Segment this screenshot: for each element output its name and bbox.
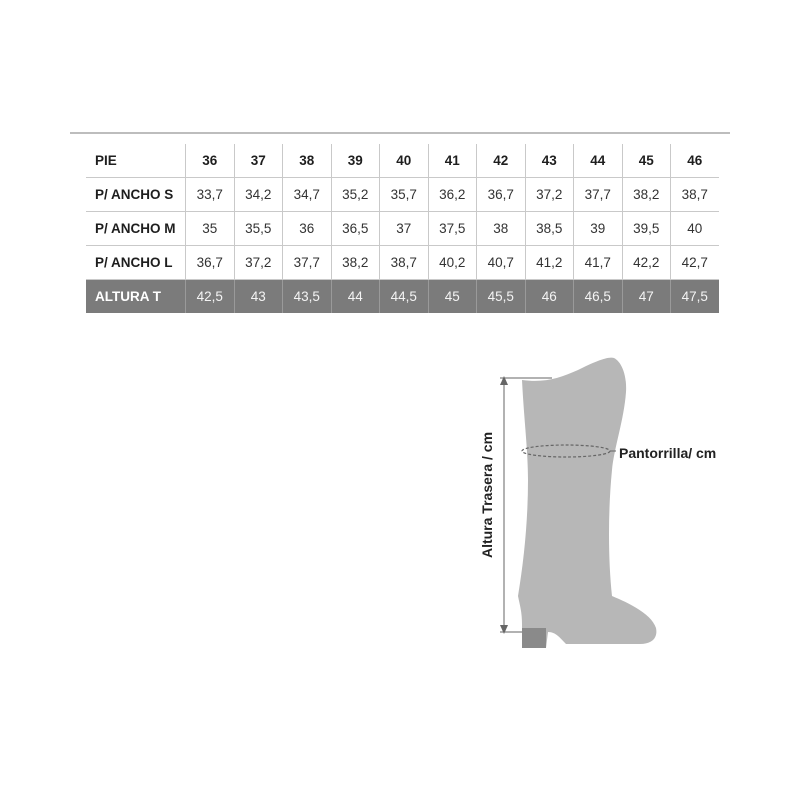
- table-header-row-cell: 46: [671, 144, 719, 178]
- table-row-cell: 37,2: [525, 178, 574, 212]
- height-label: Altura Trasera / cm: [479, 431, 495, 559]
- table-row-label: P/ ANCHO L: [86, 246, 186, 280]
- table-header-row-cell: 41: [428, 144, 477, 178]
- table-row-cell: 40: [671, 212, 719, 246]
- table-header-row-label: PIE: [86, 144, 186, 178]
- table-row-cell: 34,2: [234, 178, 283, 212]
- table-header-row-cell: 43: [525, 144, 574, 178]
- table-row-cell: 41,2: [525, 246, 574, 280]
- table-altura-row-label: ALTURA T: [86, 280, 186, 314]
- table-altura-row-cell: 46,5: [574, 280, 623, 314]
- table-header-row-cell: 39: [331, 144, 380, 178]
- table-row-cell: 40,7: [477, 246, 526, 280]
- table-row-cell: 35,7: [380, 178, 429, 212]
- table-row-cell: 38,5: [525, 212, 574, 246]
- table-header-row-cell: 36: [186, 144, 235, 178]
- table-altura-row-cell: 43: [234, 280, 283, 314]
- table-header-row-cell: 37: [234, 144, 283, 178]
- table-row-cell: 36,7: [477, 178, 526, 212]
- boot-shape: [518, 358, 656, 648]
- height-arrow-top: [500, 376, 508, 385]
- table-header-row-cell: 38: [283, 144, 332, 178]
- table-row-cell: 34,7: [283, 178, 332, 212]
- table-header-row-cell: 44: [574, 144, 623, 178]
- table-row-cell: 37,5: [428, 212, 477, 246]
- table-row-cell: 37,2: [234, 246, 283, 280]
- table-row-cell: 36,7: [186, 246, 235, 280]
- table-row-cell: 38,7: [380, 246, 429, 280]
- table-altura-row-cell: 44,5: [380, 280, 429, 314]
- boot-heel: [522, 628, 546, 648]
- table-header-row-cell: 40: [380, 144, 429, 178]
- table-altura-row-cell: 45,5: [477, 280, 526, 314]
- table-row-cell: 35,2: [331, 178, 380, 212]
- table-header-row-cell: 42: [477, 144, 526, 178]
- table-row-cell: 39: [574, 212, 623, 246]
- table-row-cell: 35: [186, 212, 235, 246]
- table-row-label: P/ ANCHO M: [86, 212, 186, 246]
- table-altura-row-cell: 47,5: [671, 280, 719, 314]
- table-altura-row-cell: 43,5: [283, 280, 332, 314]
- table-altura-row-cell: 45: [428, 280, 477, 314]
- table-row-cell: 33,7: [186, 178, 235, 212]
- table-row-cell: 36: [283, 212, 332, 246]
- table-altura-row-cell: 42,5: [186, 280, 235, 314]
- table-row-cell: 38,2: [331, 246, 380, 280]
- table-altura-row-cell: 47: [622, 280, 671, 314]
- table-row-cell: 41,7: [574, 246, 623, 280]
- table-row-cell: 42,7: [671, 246, 719, 280]
- calf-label: Pantorrilla/ cm: [619, 445, 717, 461]
- table-row-cell: 38,7: [671, 178, 719, 212]
- table-row-cell: 40,2: [428, 246, 477, 280]
- table-row-cell: 37: [380, 212, 429, 246]
- table-row-label: P/ ANCHO S: [86, 178, 186, 212]
- table-row-cell: 37,7: [283, 246, 332, 280]
- table-altura-row-cell: 44: [331, 280, 380, 314]
- table-row-cell: 42,2: [622, 246, 671, 280]
- table-row-cell: 39,5: [622, 212, 671, 246]
- table-header-row-cell: 45: [622, 144, 671, 178]
- table-row-cell: 36,5: [331, 212, 380, 246]
- table-row-cell: 36,2: [428, 178, 477, 212]
- table-altura-row-cell: 46: [525, 280, 574, 314]
- table-row-cell: 35,5: [234, 212, 283, 246]
- table-row-cell: 37,7: [574, 178, 623, 212]
- table-row-cell: 38: [477, 212, 526, 246]
- table-row-cell: 38,2: [622, 178, 671, 212]
- height-arrow-bottom: [500, 625, 508, 634]
